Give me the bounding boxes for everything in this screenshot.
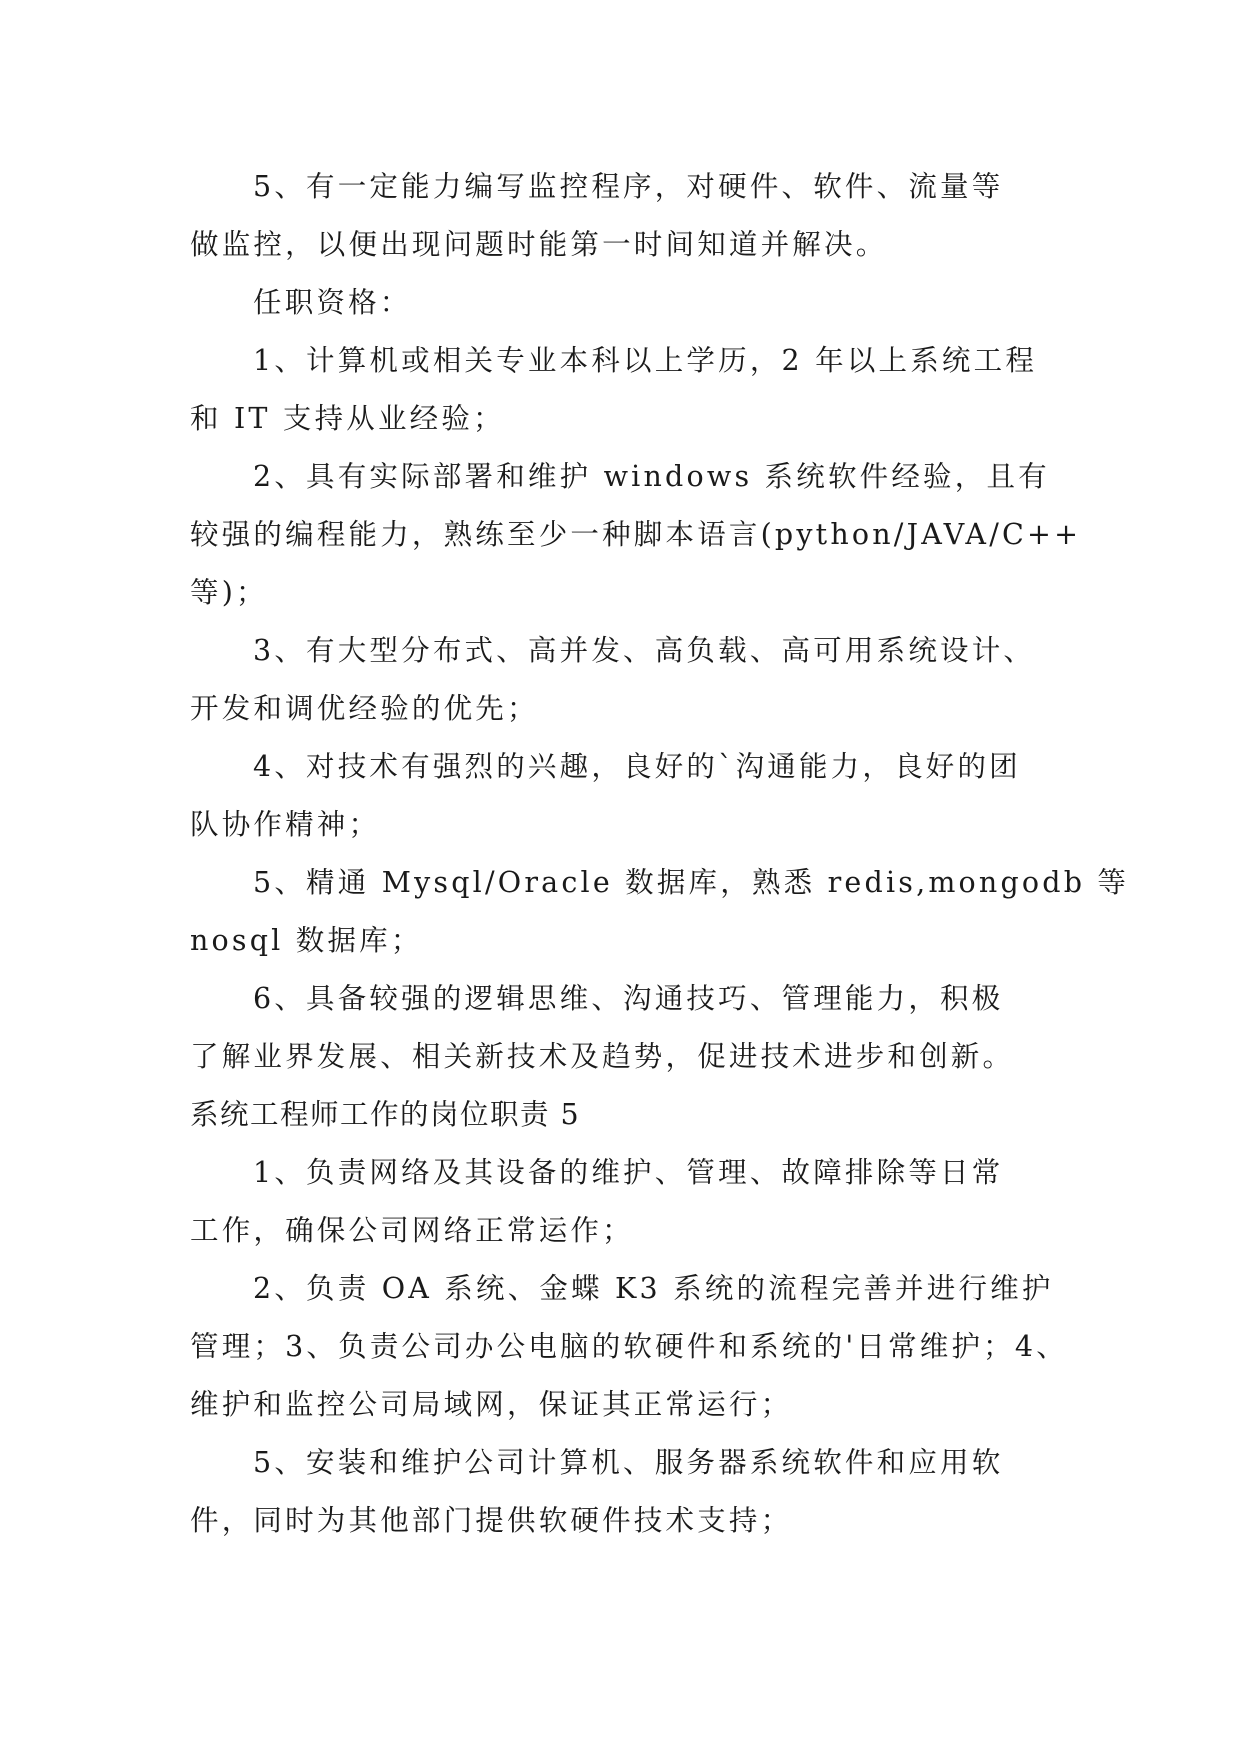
body-line: nosql 数据库； xyxy=(190,924,423,957)
body-line: 等)； xyxy=(190,576,268,609)
body-line: 5、有一定能力编写监控程序，对硬件、软件、流量等 xyxy=(253,170,1004,203)
body-line: 2、负责 OA 系统、金蝶 K3 系统的流程完善并进行维护 xyxy=(253,1272,1054,1305)
body-line: 1、计算机或相关专业本科以上学历，2 年以上系统工程 xyxy=(253,344,1038,377)
body-line: 2、具有实际部署和维护 windows 系统软件经验，且有 xyxy=(253,460,1050,493)
body-line: 做监控，以便出现问题时能第一时间知道并解决。 xyxy=(190,228,888,261)
body-line: 件，同时为其他部门提供软硬件技术支持； xyxy=(190,1504,793,1537)
body-line: 队协作精神； xyxy=(190,808,381,841)
body-line: 维护和监控公司局域网，保证其正常运行； xyxy=(190,1388,793,1421)
body-line: 了解业界发展、相关新技术及趋势，促进技术进步和创新。 xyxy=(190,1040,1015,1073)
body-line: 开发和调优经验的优先； xyxy=(190,692,539,725)
body-line: 5、精通 Mysql/Oracle 数据库，熟悉 redis,mongodb 等 xyxy=(253,866,1130,899)
body-line: 5、安装和维护公司计算机、服务器系统软件和应用软 xyxy=(253,1446,1004,1479)
body-line: 3、有大型分布式、高并发、高负载、高可用系统设计、 xyxy=(253,634,1036,667)
body-line: 1、负责网络及其设备的维护、管理、故障排除等日常 xyxy=(253,1156,1004,1189)
body-line: 管理；3、负责公司办公电脑的软硬件和系统的'日常维护；4、 xyxy=(190,1330,1068,1363)
document-body xyxy=(190,158,1130,1550)
body-line: 4、对技术有强烈的兴趣，良好的`沟通能力，良好的团 xyxy=(253,750,1021,783)
body-line: 较强的编程能力，熟练至少一种脚本语言(python/JAVA/C++ xyxy=(190,518,1082,551)
section-heading: 系统工程师工作的岗位职责 5 xyxy=(190,1098,581,1131)
body-line: 工作，确保公司网络正常运作； xyxy=(190,1214,634,1247)
section-label-qualifications: 任职资格： xyxy=(253,286,412,319)
body-line: 6、具备较强的逻辑思维、沟通技巧、管理能力，积极 xyxy=(253,982,1004,1015)
body-line: 和 IT 支持从业经验； xyxy=(190,402,505,435)
